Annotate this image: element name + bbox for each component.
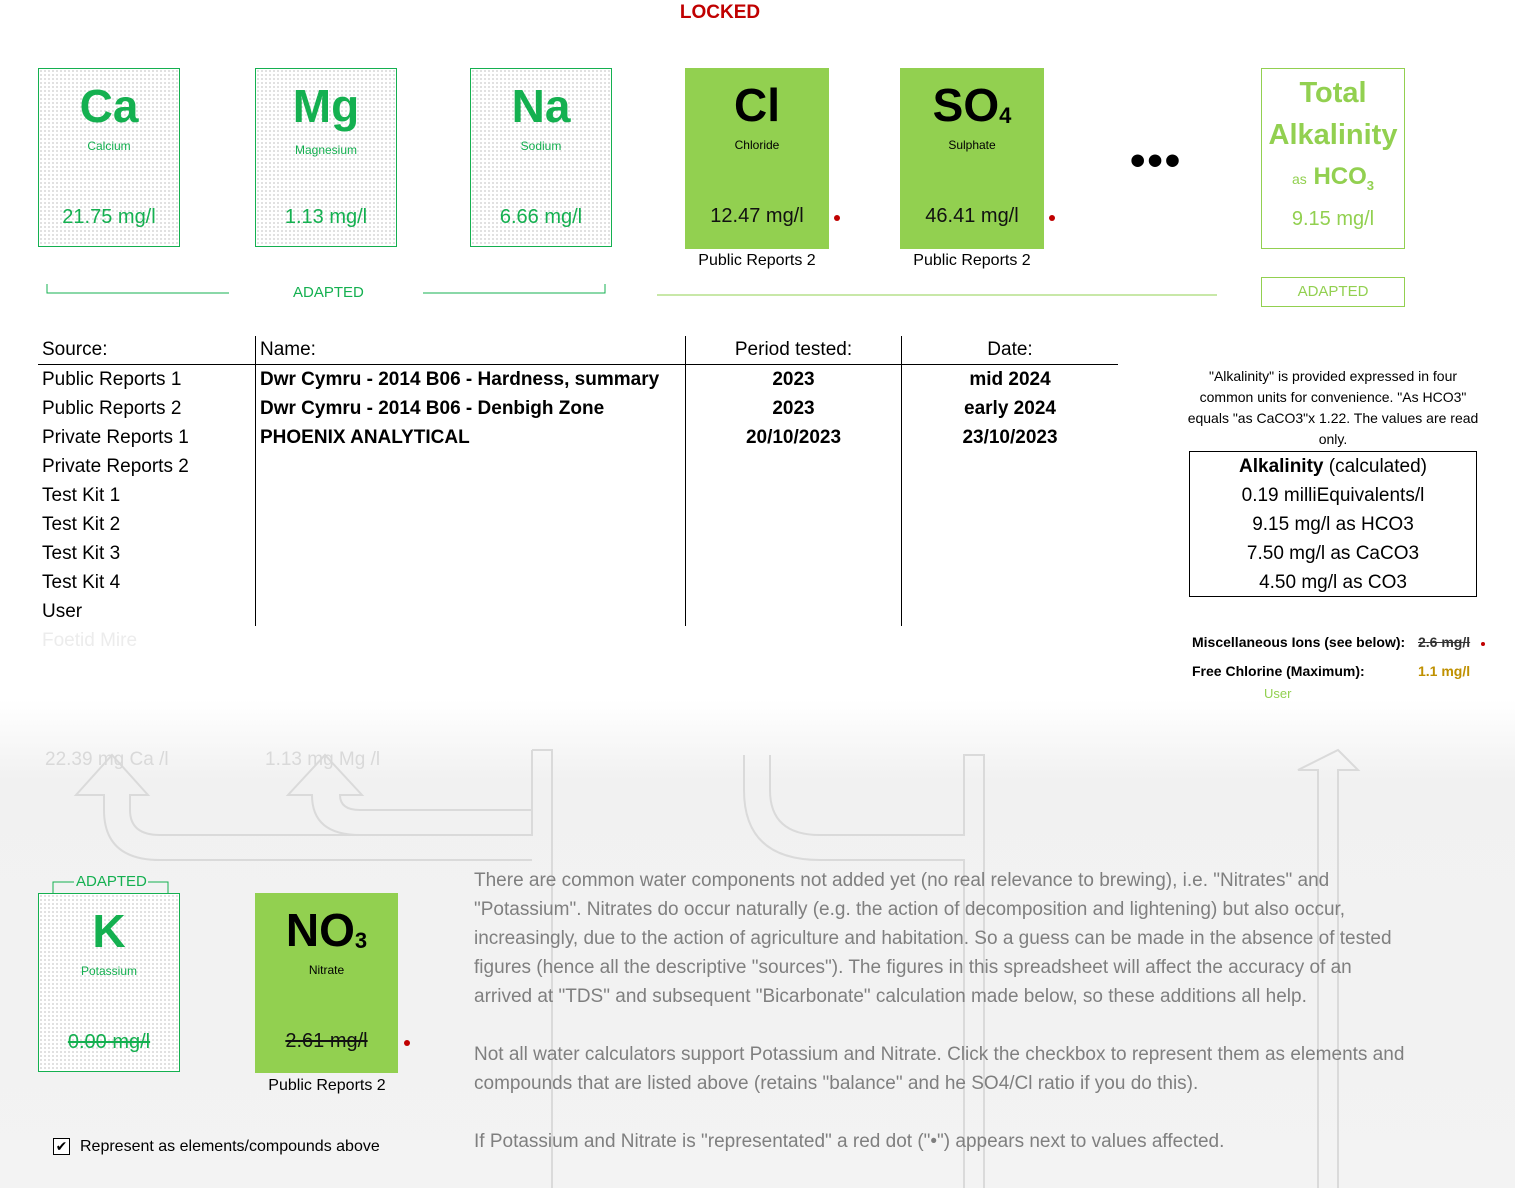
name-cell[interactable]: Dwr Cymru - 2014 B06 - Hardness, summary <box>256 365 686 395</box>
alkalinity-meq: 0.19 milliEquivalents/l <box>1241 485 1425 506</box>
total-alkalinity-unit: as $HCO_3$ <box>1291 163 1375 193</box>
paragraph-1: There are common water components not added yet (no real relevance to brewing), i.e. "Nitrates" and "Potassium". Nitrates do occur naturally (e.g. the action of decomposition and lightening) but also occur, increasingly, due to the action of agriculture and habitation. So a guess can be made in the absence of tested figures (hence all the descriptive "sources"). The figures in this spreadsheet will affect the accuracy of an arrived at "TDS" and subsequent "Bicarbonate" calculation made below, so these additions all help. <box>474 870 1392 1007</box>
free-chlorine-source: User <box>1264 686 1292 701</box>
potassium-symbol: K <box>92 905 126 957</box>
sodium-symbol: Na <box>511 80 571 132</box>
source-cell: Private Reports 2 <box>42 455 189 477</box>
source-cell: Private Reports 1 <box>42 426 189 448</box>
nitrate-source: Public Reports 2 <box>268 1077 386 1094</box>
adapted-label: ADAPTED <box>293 284 364 301</box>
nitrate-value: 2.61 mg/l <box>285 1030 368 1052</box>
chloride-tile[interactable] <box>685 68 829 249</box>
date-cell[interactable]: early 2024 <box>902 394 1119 423</box>
more-ions-ellipsis-icon: ••• <box>1130 136 1183 185</box>
free-chlorine-label: Free Chlorine (Maximum): <box>1192 663 1365 679</box>
period-cell[interactable] <box>686 539 902 568</box>
nitrate-symbol: $NO_3$ <box>285 904 368 956</box>
date-cell[interactable] <box>902 481 1119 510</box>
sulphate-tile[interactable] <box>900 68 1044 249</box>
period-cell[interactable] <box>686 568 902 597</box>
name-cell[interactable]: Dwr Cymru - 2014 B06 - Denbigh Zone <box>256 394 686 423</box>
potassium-value: 0.00 mg/l <box>67 1031 151 1053</box>
table-row[interactable] <box>38 539 1118 568</box>
alkalinity-calculated-box <box>1189 451 1477 597</box>
misc-ions-value: 2.6 mg/l <box>1418 634 1471 650</box>
adapted-bracket-lines <box>40 280 1230 302</box>
chloride-symbol: Cl <box>734 79 780 131</box>
total-alkalinity-value: 9.15 mg/l <box>1291 208 1375 230</box>
table-row[interactable] <box>38 452 1118 481</box>
nitrate-name: Nitrate <box>308 963 345 977</box>
sulphate-symbol: $SO_4$ <box>932 79 1012 131</box>
magnesium-value: 1.13 mg/l <box>284 206 368 228</box>
date-cell[interactable] <box>902 597 1119 626</box>
magnesium-symbol: Mg <box>292 80 360 132</box>
chloride-name: Chloride <box>734 138 780 152</box>
date-cell[interactable] <box>902 452 1119 481</box>
source-cell: Public Reports 1 <box>42 368 182 390</box>
sulphate-name: Sulphate <box>948 138 996 152</box>
source-cell: User <box>42 600 83 622</box>
magnesium-name: Magnesium <box>294 143 358 157</box>
period-cell[interactable] <box>686 510 902 539</box>
explanation-text <box>474 866 1414 1185</box>
name-cell[interactable] <box>256 510 686 539</box>
date-cell[interactable] <box>902 568 1119 597</box>
header-date: Date: <box>902 336 1119 365</box>
paragraph-3: If Potassium and Nitrate is "representated" a red dot ("•") appears next to values affected. <box>474 1131 1225 1152</box>
ghost-source-row: Foetid Mire <box>42 630 138 651</box>
period-cell[interactable] <box>686 597 902 626</box>
table-row[interactable] <box>38 394 1118 423</box>
magnesium-tile[interactable] <box>255 68 397 247</box>
table-row[interactable] <box>38 481 1118 510</box>
nitrate-tile[interactable] <box>255 893 398 1073</box>
calcium-name: Calcium <box>87 139 131 153</box>
date-cell[interactable]: 23/10/2023 <box>902 423 1119 452</box>
table-row[interactable] <box>38 510 1118 539</box>
potassium-tile[interactable] <box>38 893 180 1072</box>
table-row[interactable] <box>38 365 1118 395</box>
potassium-name: Potassium <box>80 964 138 978</box>
total-alkalinity-tile[interactable] <box>1261 68 1405 249</box>
ghost-mg-value: 1.13 mg Mg /l <box>265 749 381 770</box>
nitrate-red-dot-icon <box>404 1040 410 1046</box>
header-period: Period tested: <box>686 336 902 365</box>
chloride-value: 12.47 mg/l <box>710 205 804 227</box>
table-row[interactable] <box>38 423 1118 452</box>
date-cell[interactable] <box>902 510 1119 539</box>
source-cell: Test Kit 2 <box>42 513 121 535</box>
table-row[interactable] <box>38 597 1118 626</box>
date-cell[interactable] <box>902 539 1119 568</box>
sources-table <box>38 336 1118 626</box>
sulphate-value: 46.41 mg/l <box>925 205 1019 227</box>
sulphate-red-dot-icon <box>1049 215 1055 221</box>
potassium-adapted-badge: ADAPTED <box>76 873 147 890</box>
sodium-value: 6.66 mg/l <box>499 206 583 228</box>
name-cell[interactable]: PHOENIX ANALYTICAL <box>256 423 686 452</box>
calcium-value: 21.75 mg/l <box>62 206 156 228</box>
paragraph-2: Not all water calculators support Potassium and Nitrate. Click the checkbox to represent them as elements and compounds that are listed above (retains "balance" and he SO4/Cl ratio if you do this). <box>474 1044 1405 1094</box>
misc-ions-label: Miscellaneous Ions (see below): <box>1192 634 1406 650</box>
free-chlorine-value[interactable]: 1.1 mg/l <box>1418 663 1471 679</box>
source-cell: Public Reports 2 <box>42 397 182 419</box>
table-row[interactable] <box>38 568 1118 597</box>
alkalinity-co3: 4.50 mg/l as CO3 <box>1259 572 1407 593</box>
sodium-name: Sodium <box>520 139 562 153</box>
alkalinity-box-title: Alkalinity (calculated) <box>1239 456 1427 477</box>
table-header-row <box>38 336 1118 365</box>
sulphate-source: Public Reports 2 <box>913 252 1031 269</box>
period-cell[interactable] <box>686 452 902 481</box>
chloride-source: Public Reports 2 <box>698 252 816 269</box>
misc-ions-red-dot-icon <box>1481 642 1485 646</box>
calcium-tile[interactable] <box>38 68 180 247</box>
total-alkalinity-title-line1: Total <box>1299 77 1367 109</box>
period-cell[interactable]: 2023 <box>686 394 902 423</box>
period-cell[interactable]: 2023 <box>686 365 902 395</box>
period-cell[interactable] <box>686 481 902 510</box>
calcium-symbol: Ca <box>79 80 139 132</box>
alkalinity-hco3: 9.15 mg/l as HCO3 <box>1252 514 1414 535</box>
name-cell[interactable] <box>256 539 686 568</box>
represent-checkbox[interactable]: ✔ <box>53 1138 70 1155</box>
alkalinity-caco3: 7.50 mg/l as CaCO3 <box>1246 543 1420 564</box>
chloride-red-dot-icon <box>834 215 840 221</box>
source-cell: Test Kit 4 <box>42 571 121 593</box>
represent-checkbox-label[interactable]: Represent as elements/compounds above <box>80 1138 380 1155</box>
name-cell[interactable] <box>256 597 686 626</box>
header-name: Name: <box>256 336 686 365</box>
period-cell[interactable]: 20/10/2023 <box>686 423 902 452</box>
name-cell[interactable] <box>256 481 686 510</box>
alkalinity-note: "Alkalinity" is provided expressed in four common units for convenience. "As HCO3" equals "as CaCO3"x 1.22. The values are read only. <box>1187 368 1479 447</box>
source-cell: Test Kit 1 <box>42 484 121 506</box>
sodium-tile[interactable] <box>470 68 612 247</box>
date-cell[interactable]: mid 2024 <box>902 365 1119 395</box>
ghost-ca-value: 22.39 mg Ca /l <box>45 749 169 770</box>
source-cell: Test Kit 3 <box>42 542 121 564</box>
name-cell[interactable] <box>256 568 686 597</box>
total-alkalinity-title-line2: Alkalinity <box>1268 119 1398 151</box>
name-cell[interactable] <box>256 452 686 481</box>
locked-status: LOCKED <box>679 2 761 23</box>
total-alkalinity-adapted-badge: ADAPTED <box>1261 277 1405 307</box>
header-source: Source: <box>38 336 256 365</box>
